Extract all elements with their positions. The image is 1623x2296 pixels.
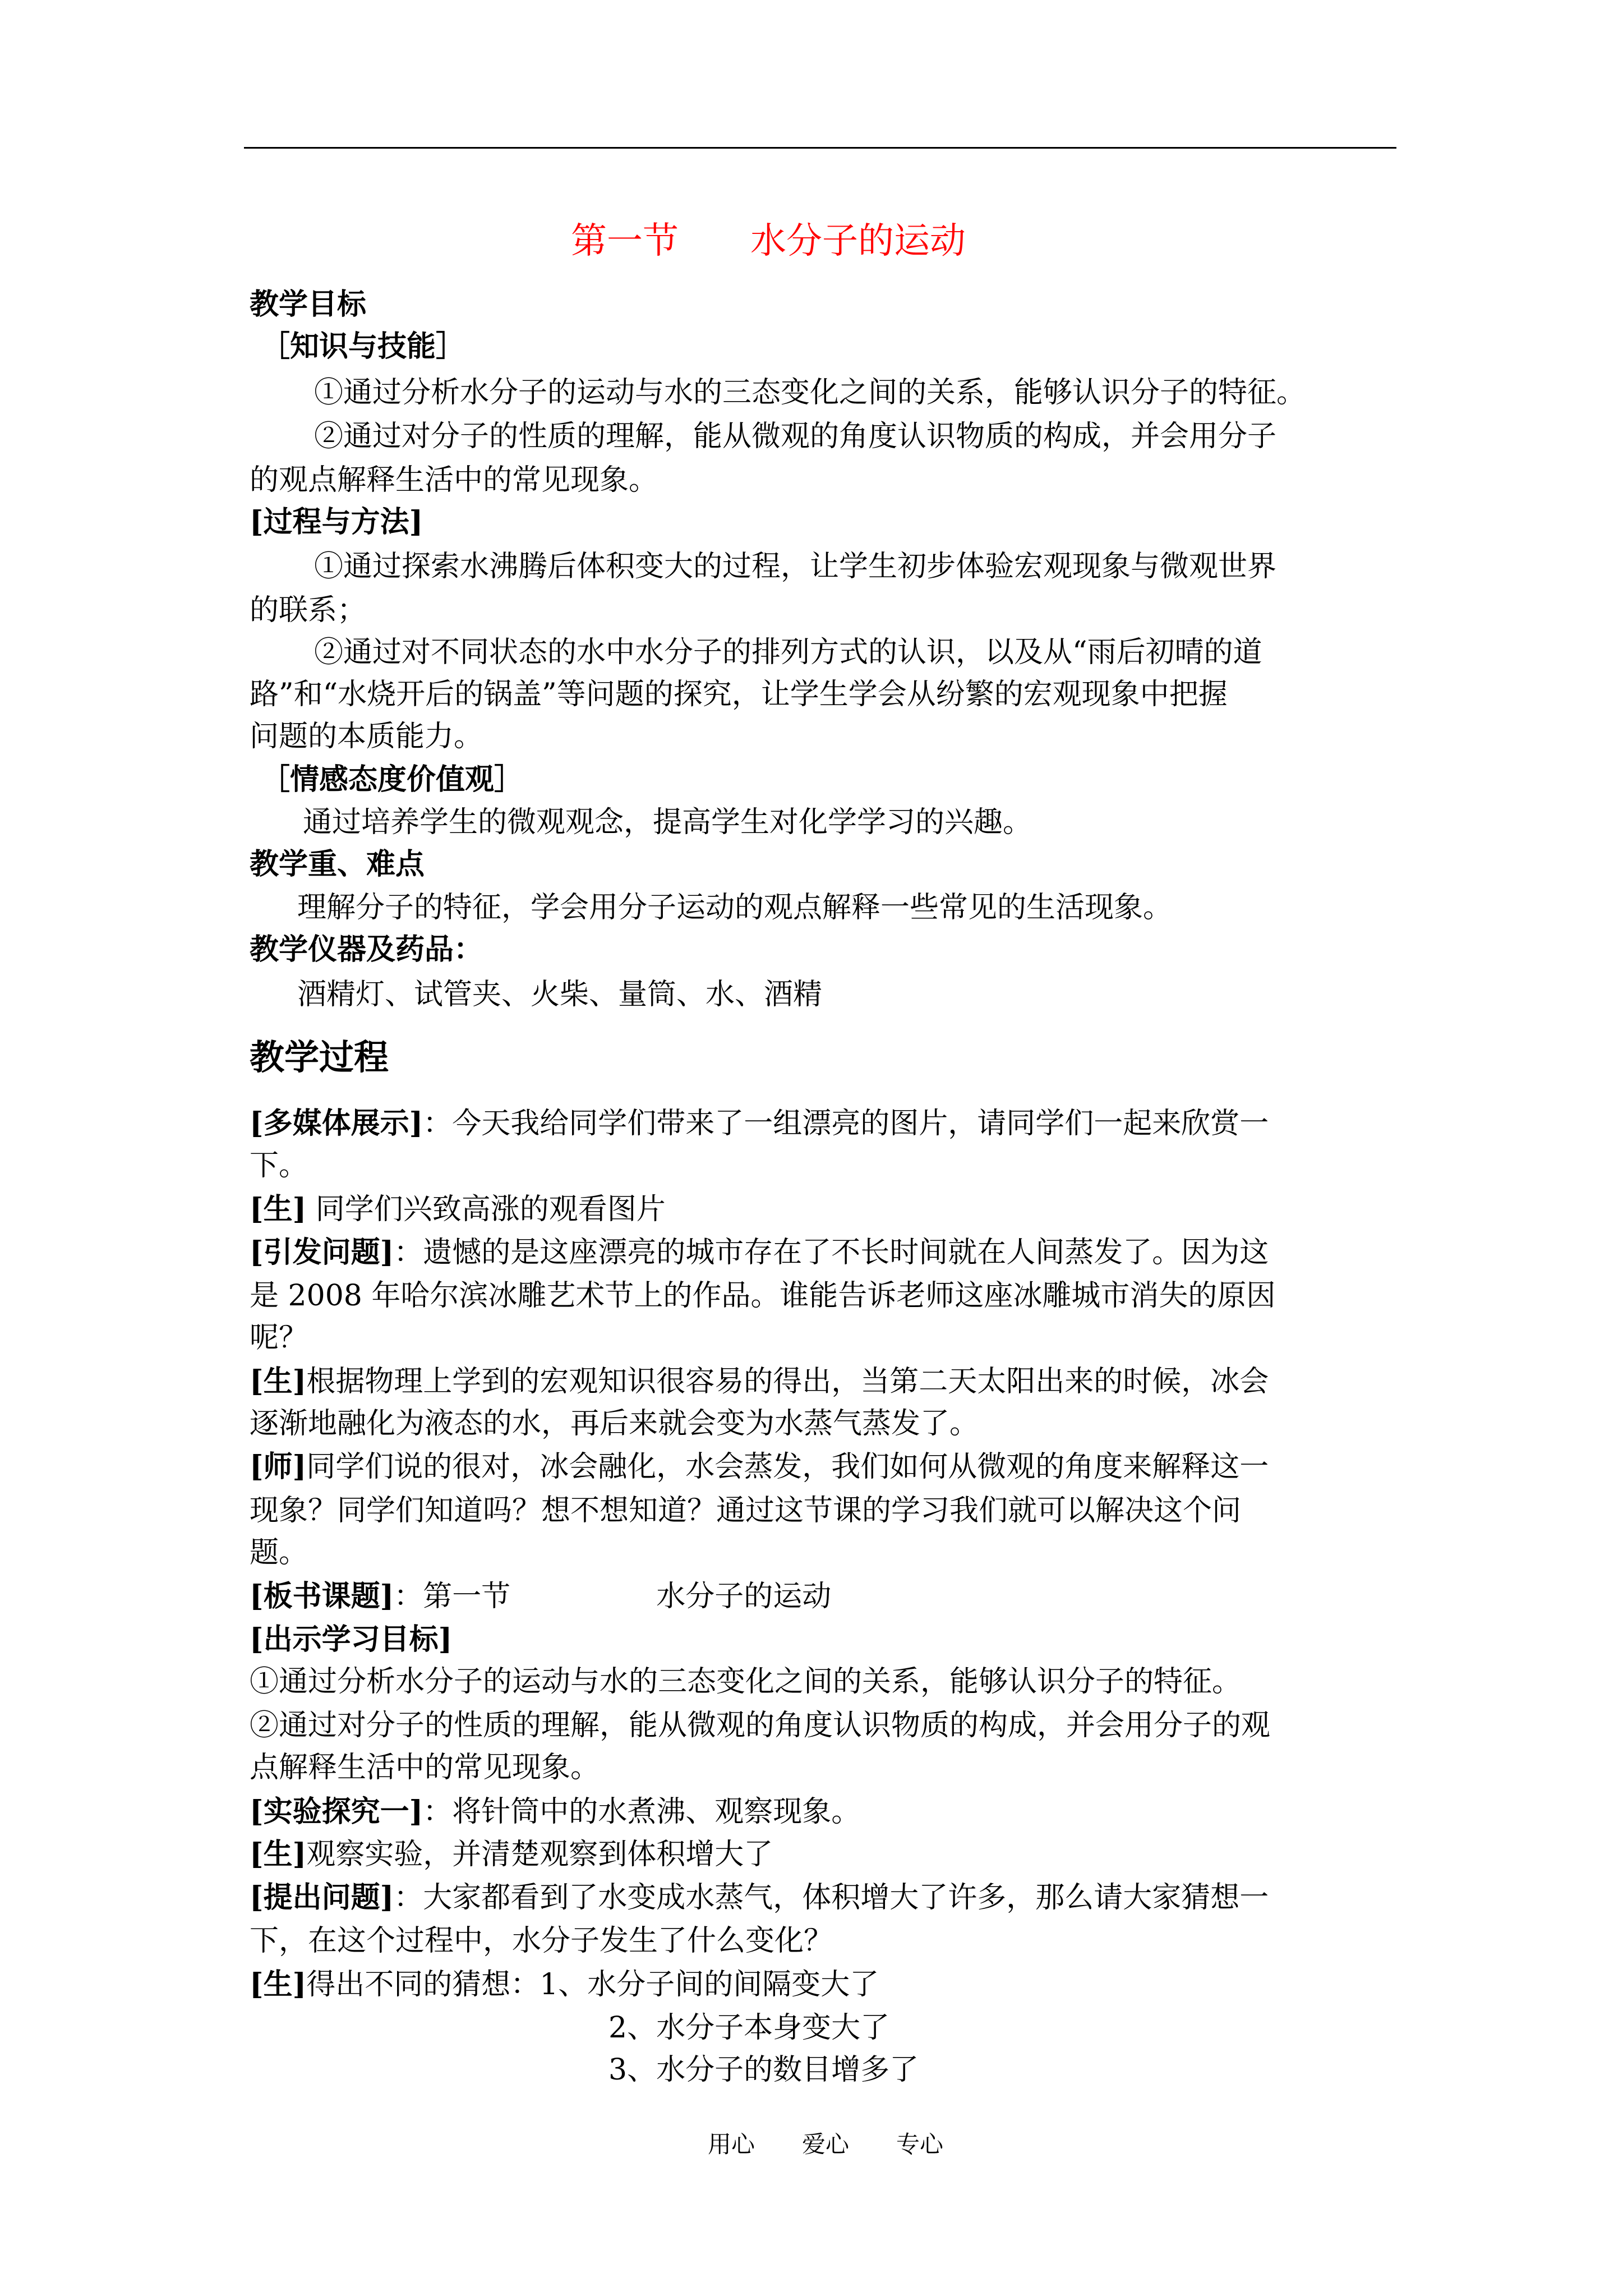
process-paragraph-4 bbox=[250, 1360, 1269, 1403]
paragraph-label: [师] bbox=[250, 1450, 307, 1484]
process-paragraph-11 bbox=[250, 1963, 879, 2006]
process-paragraph-8 bbox=[250, 1791, 860, 1833]
process-paragraph-10 bbox=[250, 1876, 1269, 1919]
paragraph-text: ：第一节 水分子的运动 bbox=[394, 1580, 832, 1613]
process-paragraph-7-label: [出示学习目标] bbox=[250, 1622, 453, 1657]
knowledge-item-2-cont: 的观点解释生活中的常见现象。 bbox=[250, 463, 658, 497]
emotion-heading: ［情感态度价值观］ bbox=[261, 762, 524, 797]
process-paragraph-5 bbox=[250, 1446, 1269, 1488]
process-paragraph-7-item-2: ②通过对分子的性质的理解，能从微观的角度认识物质的构成，并会用分子的观 bbox=[250, 1709, 1271, 1742]
paragraph-label: [多媒体展示] bbox=[250, 1106, 423, 1140]
key-points-text: 理解分子的特征，学会用分子运动的观点解释一些常见的生活现象。 bbox=[297, 891, 1173, 924]
process-paragraph-6 bbox=[250, 1575, 831, 1618]
process-paragraph-9 bbox=[250, 1833, 773, 1876]
process-paragraph-1-cont: 下。 bbox=[250, 1149, 308, 1182]
paragraph-text: 同学们兴致高涨的观看图片 bbox=[306, 1193, 666, 1226]
guess-item-2: 2、水分子本身变大了 bbox=[608, 2011, 890, 2045]
lesson-title: 第一节 水分子的运动 bbox=[571, 220, 966, 262]
paragraph-label: [板书课题] bbox=[250, 1579, 394, 1613]
process-paragraph-1 bbox=[250, 1102, 1269, 1145]
knowledge-item-2: ②通过对分子的性质的理解，能从微观的角度认识物质的构成，并会用分子 bbox=[314, 420, 1277, 453]
paragraph-text: 得出不同的猜想：1、水分子间的间隔变大了 bbox=[306, 1968, 879, 2001]
process-paragraph-4-cont: 逐渐地融化为液态的水，再后来就会变为水蒸气蒸发了。 bbox=[250, 1407, 979, 1441]
paragraph-text: 观察实验，并清楚观察到体积增大了 bbox=[306, 1838, 773, 1871]
guess-item-3: 3、水分子的数目增多了 bbox=[608, 2053, 919, 2087]
process-paragraph-10-cont: 下，在这个过程中，水分子发生了什么变化？ bbox=[250, 1924, 833, 1958]
key-points-heading: 教学重、难点 bbox=[250, 847, 425, 881]
process-paragraph-3 bbox=[250, 1231, 1269, 1274]
paragraph-text: ：大家都看到了水变成水蒸气，体积增大了许多，那么请大家猜想一 bbox=[394, 1881, 1269, 1915]
emotion-item: 通过培养学生的微观观念，提高学生对化学学习的兴趣。 bbox=[303, 806, 1032, 839]
materials-heading: 教学仪器及药品： bbox=[250, 932, 483, 967]
process-paragraph-3-cont-2: 呢？ bbox=[250, 1321, 308, 1355]
paragraph-text: ：将针筒中的水煮沸、观察现象。 bbox=[423, 1795, 861, 1829]
process-item-2-cont-2: 问题的本质能力。 bbox=[250, 720, 483, 753]
knowledge-item-1: ①通过分析水分子的运动与水的三态变化之间的关系，能够认识分子的特征。 bbox=[314, 376, 1306, 409]
process-paragraph-2 bbox=[250, 1188, 666, 1231]
header-rule bbox=[244, 147, 1396, 149]
paragraph-label: [引发问题] bbox=[250, 1235, 394, 1269]
knowledge-heading: ［知识与技能］ bbox=[261, 329, 465, 364]
process-paragraph-7-item-1: ①通过分析水分子的运动与水的三态变化之间的关系，能够认识分子的特征。 bbox=[250, 1665, 1242, 1699]
page-footer: 用心 爱心 专心 bbox=[708, 2131, 944, 2158]
paragraph-text: ：遗憾的是这座漂亮的城市存在了不长时间就在人间蒸发了。因为这 bbox=[394, 1236, 1269, 1269]
paragraph-text: 同学们说的很对，冰会融化，水会蒸发，我们如何从微观的角度来解释这一 bbox=[306, 1450, 1269, 1484]
paragraph-label: [生] bbox=[250, 1364, 307, 1398]
paragraph-label: [提出问题] bbox=[250, 1880, 394, 1915]
process-paragraph-3-cont-1: 是 2008 年哈尔滨冰雕艺术节上的作品。谁能告诉老师这座冰雕城市消失的原因 bbox=[250, 1279, 1276, 1313]
paragraph-text: ：今天我给同学们带来了一组漂亮的图片，请同学们一起来欣赏一 bbox=[423, 1107, 1269, 1140]
process-item-2-cont-1: 路”和“水烧开后的锅盖”等问题的探究，让学生学会从纷繁的宏观现象中把握 bbox=[250, 678, 1228, 711]
process-method-heading: [过程与方法] bbox=[250, 505, 423, 539]
paragraph-text: 根据物理上学到的宏观知识很容易的得出，当第二天太阳出来的时候，冰会 bbox=[306, 1365, 1269, 1398]
process-paragraph-7-item-2-cont: 点解释生活中的常见现象。 bbox=[250, 1751, 600, 1784]
paragraph-label: [生] bbox=[250, 1967, 307, 2001]
paragraph-label: [实验探究一] bbox=[250, 1795, 423, 1829]
process-paragraph-5-cont-1: 现象？同学们知道吗？想不想知道？通过这节课的学习我们就可以解决这个问 bbox=[250, 1494, 1242, 1527]
process-item-2: ②通过对不同状态的水中水分子的排列方式的认识，以及从“雨后初晴的道 bbox=[314, 636, 1262, 669]
process-item-1: ①通过探索水沸腾后体积变大的过程，让学生初步体验宏观现象与微观世界 bbox=[314, 550, 1277, 583]
paragraph-label: [生] bbox=[250, 1837, 307, 1871]
process-heading: 教学过程 bbox=[250, 1037, 389, 1078]
objectives-heading: 教学目标 bbox=[250, 287, 367, 321]
materials-text: 酒精灯、试管夹、火柴、量筒、水、酒精 bbox=[297, 978, 823, 1011]
process-paragraph-5-cont-2: 题。 bbox=[250, 1536, 308, 1570]
process-item-1-cont: 的联系； bbox=[250, 593, 367, 627]
paragraph-label: [生] bbox=[250, 1192, 307, 1226]
